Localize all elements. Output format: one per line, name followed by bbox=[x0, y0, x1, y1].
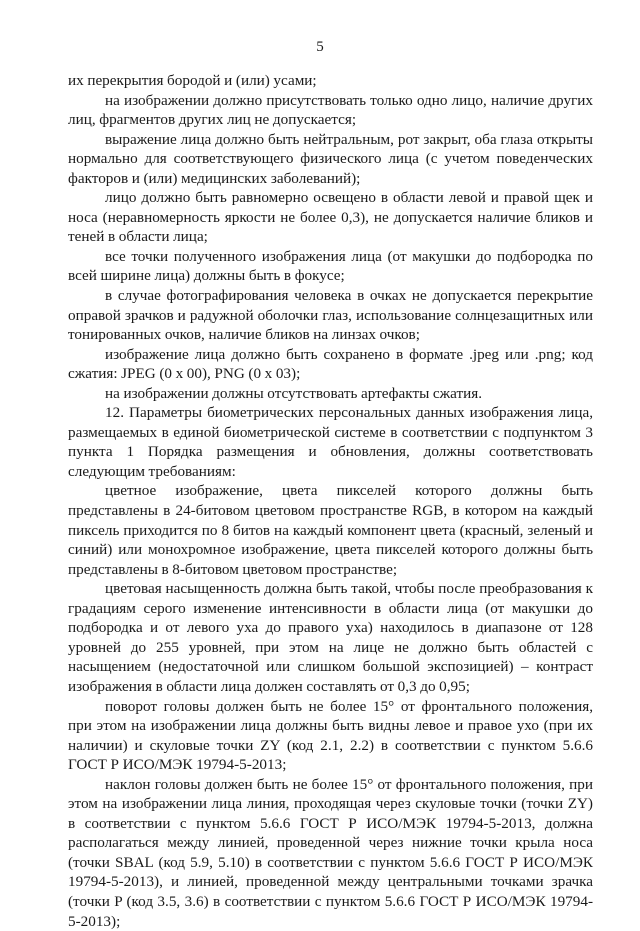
paragraph-head-tilt: наклон головы должен быть не более 15° от фронтального положения, при этом на изображении лица линия, проходящая через скуловые точки (точки ZY) в соответствии с пунктом 5.6.6 ГОСТ Р ИСО/МЭК 19794-5-2013, должна располагаться между линией, проведенной через нижние точки крыла носа (точки SBAL (код 5.9, 5.10) в соответствии с пунктом 5.6.6 ГОСТ Р ИСО/МЭК 19794-5-2013), и линией, проведенной между центральными точками зрачка (точки P (код 3.5, 3.6) в соответствии с пунктом 5.6.6 ГОСТ Р ИСО/МЭК 19794-5-2013); bbox=[68, 775, 593, 930]
paragraph-beard-overlap: их перекрытия бородой и (или) усами; bbox=[68, 72, 317, 89]
paragraph-glasses: в случае фотографирования человека в очках не допускается перекрытие оправой зрачков и радужной оболочки глаз, использование солнцезащитных или тонированных очков, наличие бликов на линзах очков; bbox=[68, 287, 593, 344]
document-body bbox=[68, 71, 593, 931]
page-number: 5 bbox=[316, 39, 324, 55]
paragraph-color-saturation: цветовая насыщенность должна быть такой, чтобы после преобразования к градациям серого изменение интенсивности в области лица (от макушки до подбородка и от левого уха до правого уха) находилось в диапазоне от 128 уровней до 255 уровней, при этом на лице не должно быть областей с насыщением (недостаточной или слишком большой экспозицией) – контраст изображения в области лица должен составлять от 0,3 до 0,95; bbox=[68, 580, 593, 695]
paragraph-color-image: цветное изображение, цвета пикселей которого должны быть представлены в 24-битовом цветовом пространстве RGB, в котором на каждый пиксель приходится по 8 битов на каждый компонент цвета (красный, зеленый и синий) или монохромное изображение, цвета пикселей которого должны быть представлены в 8-битовом цветовом пространстве; bbox=[68, 482, 593, 578]
paragraph-file-format: изображение лица должно быть сохранено в формате .jpeg или .png; код сжатия: JPEG (0 x 00), PNG (0 x 03); bbox=[68, 345, 593, 383]
paragraph-section-12: 12. Параметры биометрических персональных данных изображения лица, размещаемых в единой биометрической системе в соответствии с подпунктом 3 пункта 1 Порядка размещения и обновления, должны соответствовать следующим требованиям: bbox=[68, 404, 593, 480]
paragraph-compression-artifacts: на изображении должны отсутствовать артефакты сжатия. bbox=[105, 384, 483, 402]
paragraph-focus: все точки полученного изображения лица (от макушки до подбородка по всей ширине лица) должны быть в фокусе; bbox=[68, 247, 593, 285]
paragraph-neutral-expression: выражение лица должно быть нейтральным, рот закрыт, оба глаза открыты нормально для соответствующего физического лица (с учетом поведенческих факторов и (или) медицинских заболеваний); bbox=[68, 130, 593, 187]
paragraph-lighting: лицо должно быть равномерно освещено в области левой и правой щек и носа (неравномерность яркости не более 0,3), не допускается наличие бликов и теней в области лица; bbox=[68, 189, 593, 246]
paragraph-single-face: на изображении должно присутствовать только одно лицо, наличие других лиц, фрагментов других лиц не допускается; bbox=[68, 91, 593, 129]
paragraph-head-rotation: поворот головы должен быть не более 15° от фронтального положения, при этом на изображении лица должны быть видны левое и правое ухо (при их наличии) и скуловые точки ZY (код 2.1, 2.2) в соответствии с пунктом 5.6.6 ГОСТ Р ИСО/МЭК 19794-5-2013; bbox=[68, 697, 593, 774]
